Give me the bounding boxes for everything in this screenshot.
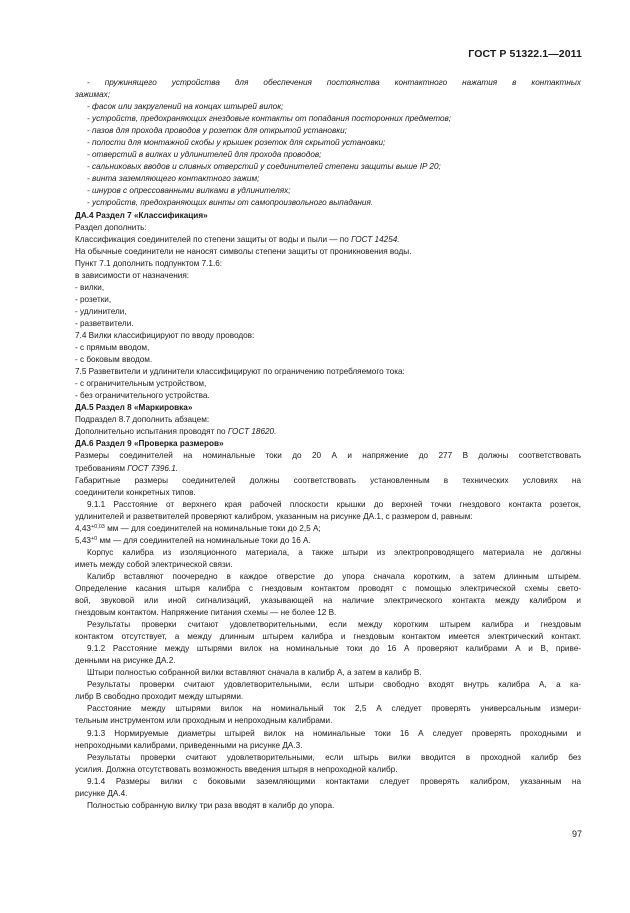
text-line: Размеры соединителей на номинальные токи до 20 А и напряжение до 277 В должны соответствовать — [75, 451, 581, 461]
text-line: ДА.4 Раздел 7 «Классификация» — [75, 210, 208, 220]
text-line: - отверстий в вилках и удлинителей для прохода проводов; — [87, 150, 322, 160]
text-line: - пружинящего устройства для обеспечения постоянства контактного нажатия в контактных — [87, 78, 581, 87]
text-line: - вилки, — [75, 282, 105, 292]
text-line: зажимах; — [75, 90, 110, 100]
text-line: - с боковым вводом. — [75, 355, 153, 365]
text-line: Калибр вставляют поочередно в каждое отверстие до упора сначала коротким, а затем длинным штырем. — [87, 571, 581, 581]
text-line: либр В свободно проходит между штырями. — [75, 692, 244, 702]
text-line: - устройств, предохраняющих винты от самопроизвольного выпадания. — [87, 198, 374, 208]
text-line: - без ограничительного устройства. — [75, 391, 210, 401]
text-line: - разветвители. — [75, 318, 134, 328]
text-line: - розетки, — [75, 294, 112, 304]
text-line: - устройств, предохраняющих гнездовые контакты от попадания посторонних предметов; — [87, 114, 452, 124]
text-line: усилия. Должна отсутствовать возможность введения штыря в непроходной калибр. — [75, 764, 398, 774]
text-line: Корпус калибра из изоляционного материала, а также штыри из электропроводящего материала не должны — [87, 547, 581, 557]
text-line: Определение касания штыря калибра с гнездовым контактом проводят с помощью электрической схемы свето- — [75, 583, 581, 593]
text-line: Результаты проверки считают удовлетворительными, если штырь вилки вводится в проходной калибр без — [87, 752, 581, 762]
text-line: тельным инструментом или проходным и непроходным калибрами. — [75, 716, 333, 726]
text-line: контактом отсутствует, а между длинным штырем калибра и гнездовым контактом имеется электрический контакт. — [75, 632, 581, 642]
text-line: $4,43^{+0,03}$ мм — для соединителей на номинальные токи до 2,5 А; — [75, 523, 321, 533]
text-line: соединители конкретных типов. — [75, 487, 196, 497]
text-line: Пункт 7.1 дополнить подпунктом 7.1.6: — [75, 258, 223, 268]
text-line: непроходными калибрами, приведенными на рисунке ДА.3. — [75, 740, 303, 750]
text-line: Дополнительно испытания проводят по ГОСТ 18620. — [75, 427, 277, 437]
text-line: На обычные соединители не наносят символы степени защиты от проникновения воды. — [75, 246, 412, 256]
text-line: Габаритные размеры соединителей должны соответствовать установленным в технических условиях на — [75, 475, 581, 485]
text-line: Раздел дополнить: — [75, 222, 147, 232]
text-line: Подраздел 8.7 дополнить абзацем: — [75, 415, 210, 425]
text-line: - фасок или закруглений на концах штырей вилок; — [87, 102, 284, 112]
page-number: 97 — [571, 829, 582, 839]
text-line: рисунке ДА.4. — [75, 788, 128, 798]
text-line: гнездовым контактом. Напряжение питания схемы — не более 12 В. — [75, 608, 337, 618]
text-line: 9.1.1 Расстояние от верхнего края рабочей плоскости крышки до верхней точки гнездового контакта розеток, — [87, 499, 581, 509]
text-line: - с ограничительным устройством, — [75, 379, 207, 389]
text-line: 9.1.3 Нормируемые диаметры штырей вилок на номинальные токи 16 А следует проверять проходными и — [87, 728, 581, 738]
text-line: 7.5 Разветвители и удлинители классифицируют по ограничению потребляемого тока: — [75, 367, 405, 377]
document-body — [75, 77, 581, 812]
text-line: Расстояние между штырями вилок на номинальный ток 2,5 А следует проверять универсальным измери- — [87, 704, 581, 714]
text-line: Классификация соединителей по степени защиты от воды и пыли — по ГОСТ 14254. — [75, 234, 400, 244]
text-line: 7.4 Вилки классифицируют по вводу проводов: — [75, 330, 255, 340]
text-line: ДА.5 Раздел 8 «Маркировка» — [75, 403, 193, 413]
text-line: - полости для монтажной скобы у крышек розеток для скрытой установки; — [87, 138, 386, 148]
text-line: в зависимости от назначения: — [75, 270, 190, 280]
text-line: ДА.6 Раздел 9 «Проверка размеров» — [75, 439, 224, 449]
text-line: - пазов для прохода проводов у розеток для открытой установки; — [87, 126, 347, 136]
text-line: - с прямым вводом, — [75, 343, 150, 353]
text-line: 9.1.4 Размеры вилки с боковыми заземляющими контактами следует проверять калибром, указанным на — [87, 776, 581, 786]
text-line: - шнуров с опрессованными вилками в удлинителях; — [87, 186, 291, 196]
text-line: $5,43^{+0}$ мм — для соединителей на номинальные токи до 16 А. — [75, 535, 311, 545]
text-line: Полностью собранную вилку три раза вводят в калибр до упора. — [87, 800, 335, 810]
text-line: Результаты проверки считают удовлетворительными, если между коротким штырем калибра и гнездовым — [87, 620, 581, 630]
text-line: иметь между собой электрической связи. — [75, 559, 233, 569]
text-line: требованиям ГОСТ 7396.1. — [75, 463, 179, 473]
text-line: Результаты проверки считают удовлетворительными, если штыри свободно входят внутрь калибра А, а ка- — [87, 680, 581, 690]
text-line: - удлинители, — [75, 306, 127, 316]
document-header: ГОСТ Р 51322.1—2011 — [468, 48, 582, 60]
text-line: денными на рисунке ДА.2. — [75, 656, 176, 666]
text-line: удлинителей и разветвителей проверяют калибром, указанным на рисунке ДА.1, с размером d, равным: — [75, 511, 473, 521]
text-line: Штыри полностью собранной вилки вставляют сначала в калибр А, а затем в калибр В. — [87, 668, 422, 678]
text-line: - винта заземляющего контактного зажим; — [87, 174, 260, 184]
text-line: вой, звуковой или иной сигнализаций, указывающей на наличие электрического контакта между калибром и — [75, 596, 581, 606]
text-line: 9.1.2 Расстояние между штырями вилок на номинальные токи до 16 А проверяют калибрами А и В, приве- — [87, 644, 581, 654]
text-line: - сальниковых вводов и сливных отверстий у соединителей степени защиты выше IP 20; — [87, 162, 441, 172]
